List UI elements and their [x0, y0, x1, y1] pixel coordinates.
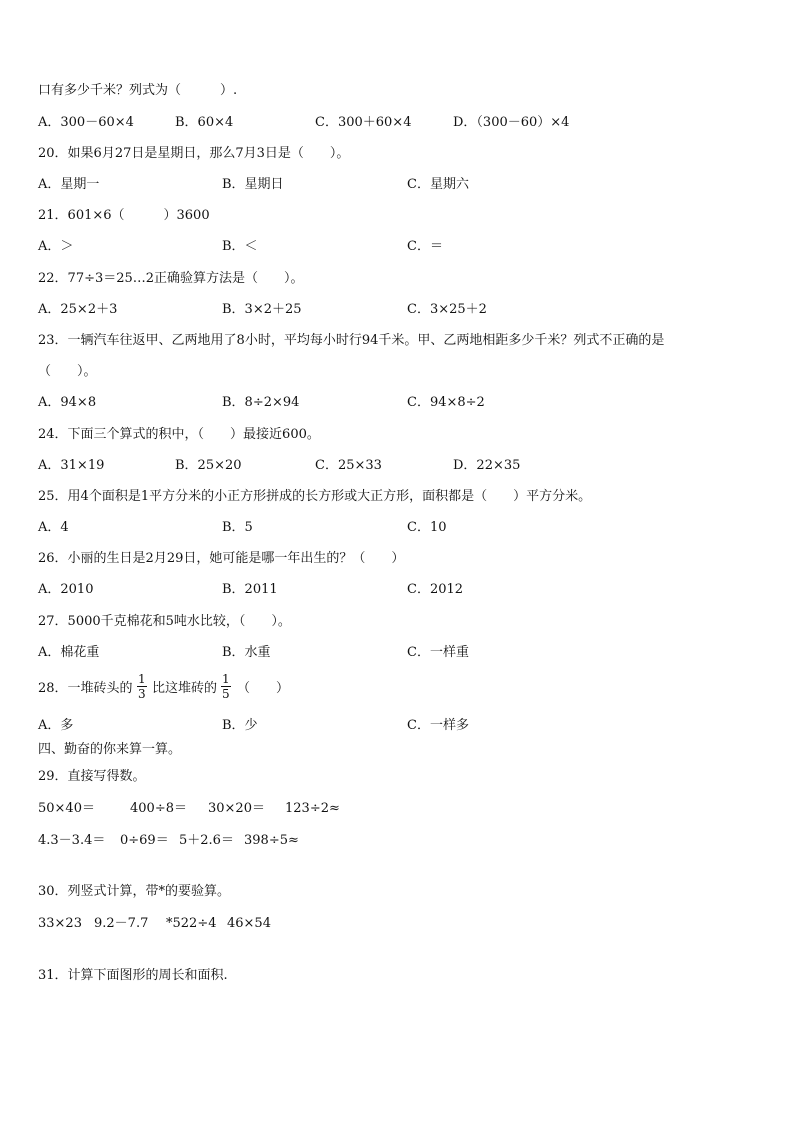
- q25-question: 25．用4个面积是1平方分米的小正方形拼成的长方形或大正方形，面积都是（ ）平方分米。: [38, 489, 592, 504]
- q21-question: 21．601×6（ ）3600: [38, 208, 210, 223]
- q23-option-b: B．8÷2×94: [222, 395, 300, 410]
- q28-fraction-one-third: [137, 673, 147, 700]
- q20-option-b: B．星期日: [222, 177, 284, 192]
- q28-option-a: A．多: [38, 718, 74, 733]
- q26-option-c: C．2012: [407, 582, 464, 597]
- q20-question: 20．如果6月27日是星期日，那么7月3日是（ ）。: [38, 146, 350, 161]
- q25-option-b: B．5: [222, 520, 253, 535]
- q29-item-4: 123÷2≈: [285, 801, 340, 816]
- q19-tail-text: 口有多少千米？列式为（ ）.: [38, 83, 238, 98]
- q28-fraction2-denominator: 5: [222, 687, 230, 701]
- q29-item-5: 4.3－3.4＝: [38, 833, 106, 848]
- q30-item-4: 46×54: [227, 916, 271, 931]
- q28-question-middle: 比这堆砖的: [152, 681, 218, 696]
- q30-item-3: *522÷4: [166, 916, 217, 931]
- q27-option-c: C．一样重: [407, 645, 469, 660]
- section-four-heading: 四、勤奋的你来算一算。: [38, 742, 182, 757]
- q29-question: 29．直接写得数。: [38, 769, 146, 784]
- q21-option-b: B．＜: [222, 239, 258, 254]
- q23-question-line2: （ ）。: [38, 364, 97, 379]
- q29-item-3: 30×20＝: [208, 801, 265, 816]
- q22-option-c: C．3×25＋2: [407, 302, 487, 317]
- q28-question-prefix: 28．一堆砖头的: [38, 681, 133, 696]
- q19-option-d: D．（300－60）×4: [453, 115, 570, 130]
- q29-item-1: 50×40＝: [38, 801, 95, 816]
- q28-fraction2-numerator: 1: [222, 672, 230, 686]
- q22-option-b: B．3×2＋25: [222, 302, 302, 317]
- q24-option-d: D．22×35: [453, 458, 521, 473]
- q22-option-a: A．25×2＋3: [38, 302, 118, 317]
- q28-question-suffix: （ ）: [237, 681, 290, 696]
- q28-fraction1-denominator: 3: [138, 687, 146, 701]
- q26-option-b: B．2011: [222, 582, 278, 597]
- q27-option-b: B．水重: [222, 645, 271, 660]
- q20-option-c: C．星期六: [407, 177, 469, 192]
- q23-option-c: C．94×8÷2: [407, 395, 485, 410]
- q29-item-7: 5＋2.6＝: [179, 833, 234, 848]
- q19-option-b: B．60×4: [175, 115, 234, 130]
- q21-option-a: A．＞: [38, 239, 74, 254]
- q19-option-a: A．300－60×4: [38, 115, 134, 130]
- q20-option-a: A．星期一: [38, 177, 100, 192]
- q29-item-2: 400÷8＝: [130, 801, 187, 816]
- q29-item-8: 398÷5≈: [244, 833, 299, 848]
- q24-option-b: B．25×20: [175, 458, 242, 473]
- q22-question: 22．77÷3＝25…2正确验算方法是（ ）。: [38, 271, 304, 286]
- q28-option-b: B．少: [222, 718, 258, 733]
- q19-option-c: C．300＋60×4: [315, 115, 412, 130]
- q21-option-c: C．＝: [407, 239, 443, 254]
- q26-option-a: A．2010: [38, 582, 94, 597]
- q30-item-2: 9.2－7.7: [94, 916, 149, 931]
- q25-option-a: A．4: [38, 520, 69, 535]
- q30-item-1: 33×23: [38, 916, 82, 931]
- q23-option-a: A．94×8: [38, 395, 97, 410]
- q25-option-c: C．10: [407, 520, 447, 535]
- q29-item-6: 0÷69＝: [120, 833, 169, 848]
- q24-option-c: C．25×33: [315, 458, 382, 473]
- q24-question: 24．下面三个算式的积中，（ ）最接近600。: [38, 427, 320, 442]
- q24-option-a: A．31×19: [38, 458, 105, 473]
- q23-question-line1: 23．一辆汽车往返甲、乙两地用了8小时，平均每小时行94千米。甲、乙两地相距多少千米？列式不正确的是: [38, 333, 665, 348]
- q28-option-c: C．一样多: [407, 718, 469, 733]
- q30-question: 30．列竖式计算，带*的要验算。: [38, 884, 231, 899]
- q31-question: 31．计算下面图形的周长和面积.: [38, 968, 228, 983]
- q28-fraction-one-fifth: [221, 673, 231, 700]
- q26-question: 26．小丽的生日是2月29日，她可能是哪一年出生的？（ ）: [38, 551, 405, 566]
- q27-question: 27．5000千克棉花和5吨水比较，（ ）。: [38, 614, 291, 629]
- q27-option-a: A．棉花重: [38, 645, 100, 660]
- q28-fraction1-numerator: 1: [138, 672, 146, 686]
